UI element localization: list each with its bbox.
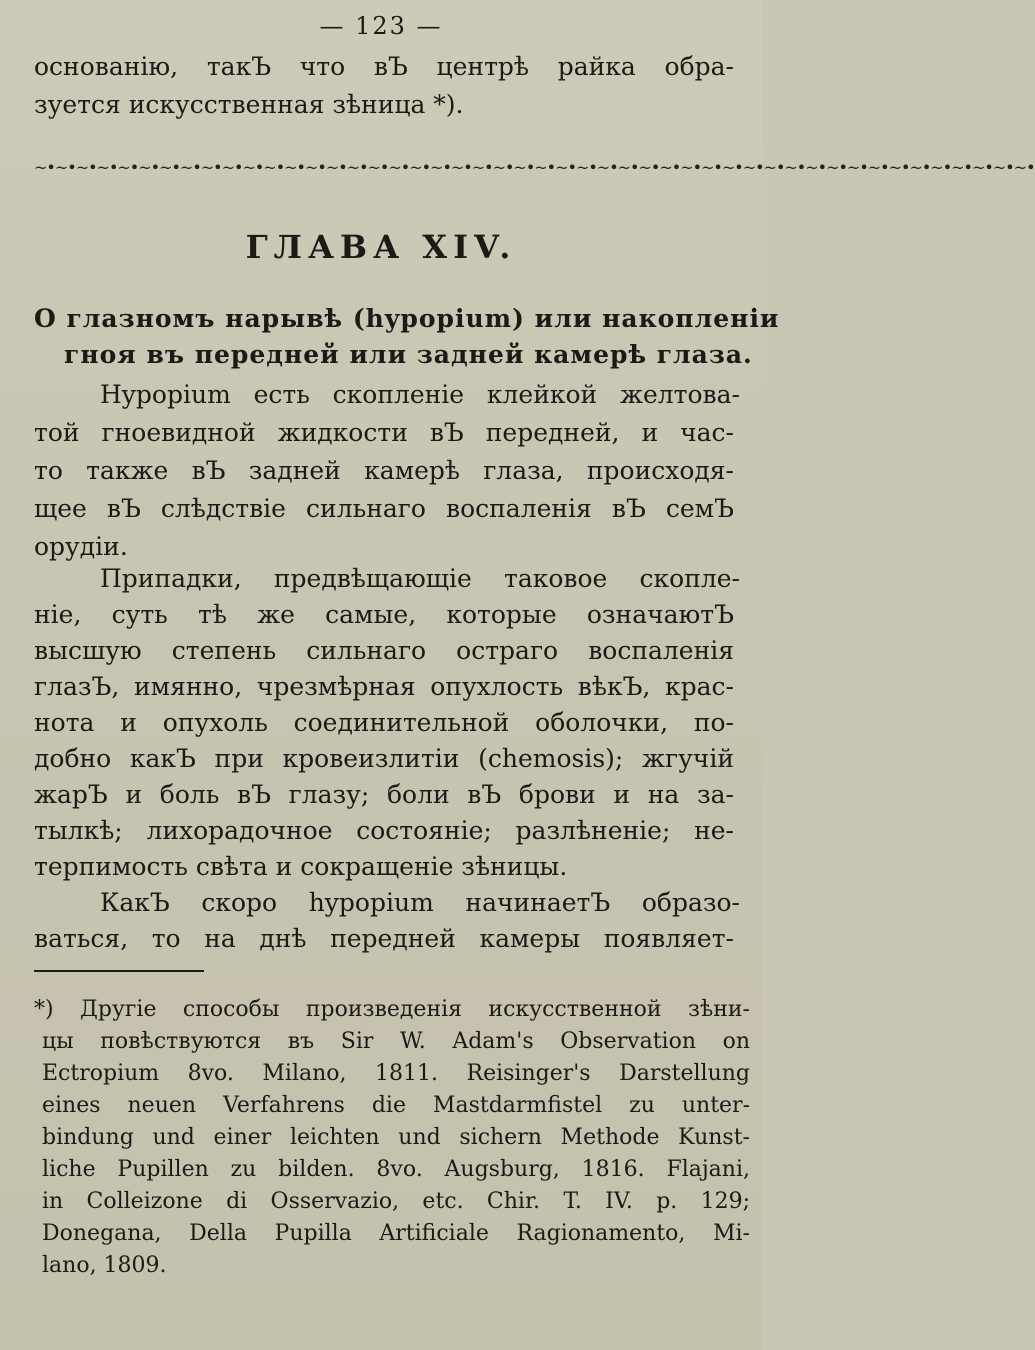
text-line: основанію, такЪ что вЪ центрѣ райка обра- <box>34 52 734 81</box>
text-line: щее вЪ слѣдствіе сильнаго воспаленія вЪ семЪ <box>34 494 734 523</box>
text-line: высшую степень сильнаго остраго воспаленія <box>34 636 734 665</box>
footnote-line: in Colleizone di Osservazio, etc. Chir. T. IV. p. 129; <box>42 1189 750 1214</box>
text-line: то также вЪ задней камерѣ глаза, происходя- <box>34 456 734 485</box>
text-line: жарЪ и боль вЪ глазу; боли вЪ брови и на за- <box>34 780 734 809</box>
footnote-line: Ectropium 8vo. Milano, 1811. Reisinger's Darstellung <box>42 1061 750 1086</box>
footnote-line: bindung und einer leichten und sichern Methode Kunst- <box>42 1125 750 1150</box>
footnote-line: цы повѣствуются въ Sir W. Adam's Observation on <box>42 1029 750 1054</box>
text-line: Hypopium есть скопленіе клейкой желтова- <box>100 380 740 409</box>
text-line: нота и опухоль соединительной оболочки, по- <box>34 708 734 737</box>
ornamental-divider: ~•~•~•~•~•~•~•~•~•~•~•~•~•~•~•~•~•~•~•~•~•~•~•~•~•~•~•~•~•~•~•~•~•~•~•~•~•~•~•~•~•~•~•~•~•~•~•~• <box>34 158 1035 177</box>
chapter-title: ГЛАВА XIV. <box>245 228 517 266</box>
text-line: ніе, суть тѣ же самые, которые означаютЪ <box>34 600 734 629</box>
text-line: ваться, то на днѣ передней камеры появляет- <box>34 924 734 953</box>
text-line: орудіи. <box>34 532 128 561</box>
text-line: КакЪ скоро hypopium начинаетЪ образо- <box>100 888 740 917</box>
text-line: глазЪ, имянно, чрезмѣрная опухлость вѣкЪ, крас- <box>34 672 734 701</box>
footnote-line: lano, 1809. <box>42 1253 167 1278</box>
text-line: зуется искусственная зѣница *). <box>34 90 464 119</box>
chapter-subtitle-line: гноя въ передней или задней камерѣ глаза. <box>64 340 753 369</box>
footnote-line: *) Другіе способы произведенія искусственной зѣни- <box>34 997 750 1022</box>
text-line: тылкѣ; лихорадочное состояніе; разлѣненіе; не- <box>34 816 734 845</box>
page-number: — 123 — <box>319 12 443 40</box>
footnote-line: eines neuen Verfahrens die Mastdarmfistel zu unter- <box>42 1093 750 1118</box>
footnote-line: liche Pupillen zu bilden. 8vo. Augsburg, 1816. Flajani, <box>42 1157 750 1182</box>
footnote-line: Donegana, Della Pupilla Artificiale Ragionamento, Mi- <box>42 1221 750 1246</box>
chapter-subtitle-line: О глазномъ нарывѣ (hypopium) или накопленіи <box>34 304 780 333</box>
text-line: добно какЪ при кровеизлитіи (chemosis); жгучій <box>34 744 734 773</box>
text-line: Припадки, предвѣщающіе таковое скопле- <box>100 564 740 593</box>
text-line: терпимость свѣта и сокращеніе зѣницы. <box>34 852 568 881</box>
footnote-rule <box>34 970 204 972</box>
text-line: той гноевидной жидкости вЪ передней, и час- <box>34 418 734 447</box>
